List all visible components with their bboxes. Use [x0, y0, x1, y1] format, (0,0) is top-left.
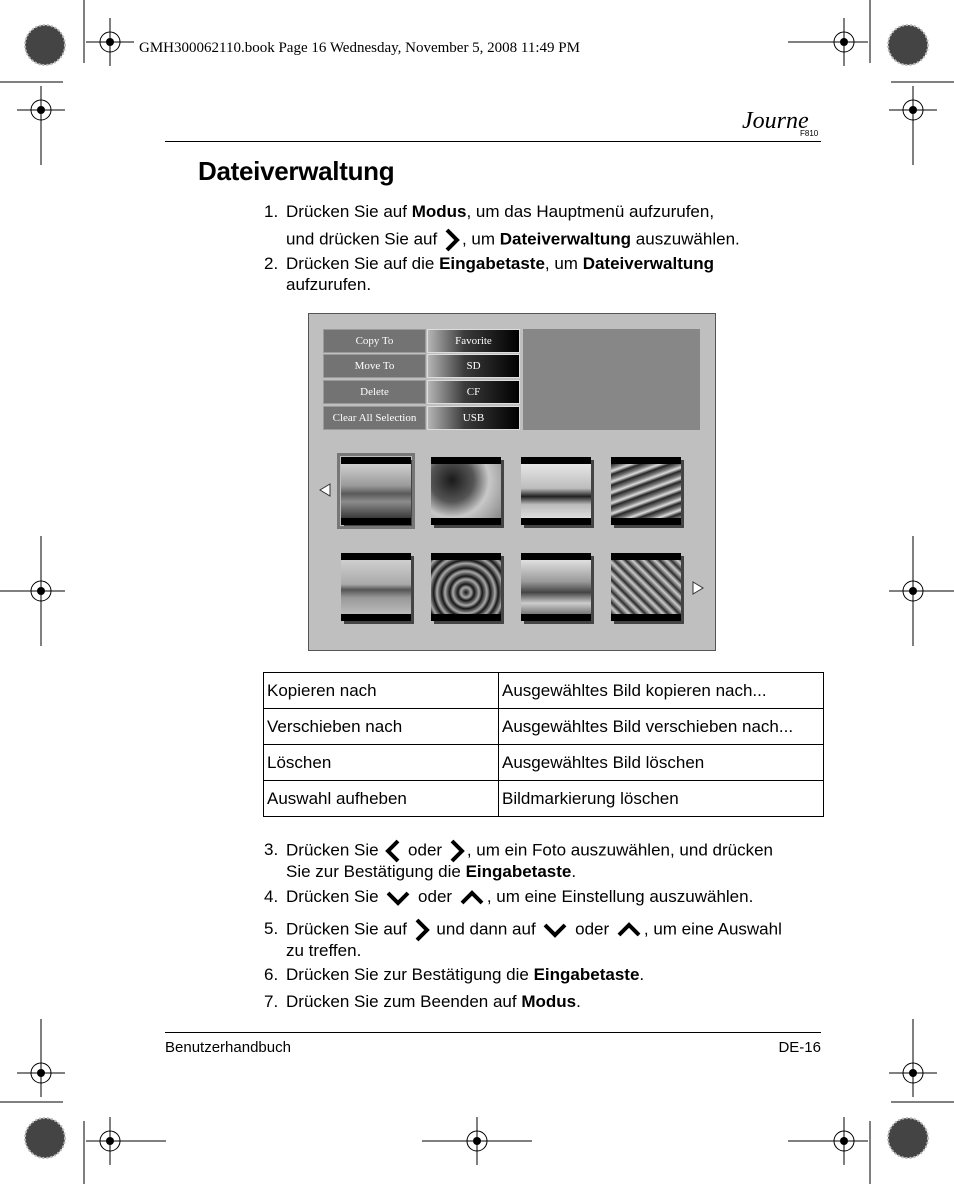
- table-cell: Auswahl aufheben: [264, 781, 499, 817]
- step-text: Drücken Sie zur Bestätigung die Eingabetaste.: [286, 965, 645, 984]
- step-text: aufzurufen.: [286, 275, 372, 294]
- table-cell: Kopieren nach: [264, 673, 499, 709]
- print-slug: GMH300062110.book Page 16 Wednesday, November 5, 2008 11:49 PM: [139, 40, 580, 56]
- chevron-up-icon: [614, 920, 644, 940]
- footer-rule: [165, 1032, 821, 1033]
- table-cell: Ausgewähltes Bild löschen: [499, 745, 824, 781]
- menu-delete[interactable]: Delete: [323, 380, 426, 404]
- table-cell: Bildmarkierung löschen: [499, 781, 824, 817]
- step-text: Drücken Sie zum Beenden auf Modus.: [286, 992, 581, 1011]
- step-text: Drücken Sie auf die Eingabetaste, um Dateiverwaltung: [286, 254, 715, 273]
- file-manager-screen: [308, 313, 716, 651]
- table-row: [264, 781, 824, 817]
- step-text: Drücken Sie auf Modus, um das Hauptmenü aufzurufen,: [286, 202, 715, 221]
- photo-thumbnail[interactable]: [521, 553, 591, 621]
- table-row: [264, 745, 824, 781]
- table-cell: Ausgewähltes Bild verschieben nach...: [499, 709, 824, 745]
- photo-thumbnail[interactable]: [341, 553, 411, 621]
- table-cell: Ausgewähltes Bild kopieren nach...: [499, 673, 824, 709]
- step-number: 6.: [264, 965, 279, 984]
- step-text: zu treffen.: [286, 941, 362, 960]
- triangle-left-icon[interactable]: [317, 482, 333, 498]
- step-number: 5.: [264, 919, 279, 938]
- step-text: Drücken Sie oder , um eine Einstellung auszuwählen.: [286, 887, 754, 906]
- page-number: DE-16: [778, 1039, 821, 1056]
- function-table: [263, 672, 824, 817]
- brand-logo: Journe: [742, 108, 809, 134]
- step-number: 4.: [264, 887, 279, 906]
- photo-thumbnail[interactable]: [341, 457, 411, 525]
- chevron-down-icon: [383, 888, 413, 908]
- table-row: [264, 709, 824, 745]
- photo-thumbnail[interactable]: [431, 553, 501, 621]
- model-number: F810: [800, 129, 819, 138]
- chevron-down-icon: [540, 920, 570, 940]
- triangle-right-icon[interactable]: [690, 580, 706, 596]
- step-text: Drücken Sie auf und dann auf oder , um eine Auswahl: [286, 918, 782, 942]
- menu-clear-all-selection[interactable]: Clear All Selection: [323, 406, 426, 430]
- submenu-usb[interactable]: USB: [427, 406, 520, 430]
- menu-move-to[interactable]: Move To: [323, 354, 426, 378]
- submenu-cf[interactable]: CF: [427, 380, 520, 404]
- photo-thumbnail[interactable]: [431, 457, 501, 525]
- chevron-right-icon: [447, 839, 467, 863]
- step-number: 7.: [264, 992, 279, 1011]
- table-row: [264, 673, 824, 709]
- footer-left: Benutzerhandbuch: [165, 1039, 291, 1056]
- header-rule: [165, 141, 821, 142]
- table-cell: Verschieben nach: [264, 709, 499, 745]
- step-text: und drücken Sie auf , um Dateiverwaltung auszuwählen.: [286, 228, 740, 252]
- step-number: 1.: [264, 202, 279, 221]
- preview-area: [523, 329, 700, 430]
- step-text: Sie zur Bestätigung die Eingabetaste.: [286, 862, 577, 881]
- submenu-favorite[interactable]: Favorite: [427, 329, 520, 353]
- chevron-left-icon: [383, 839, 403, 863]
- photo-thumbnail[interactable]: [521, 457, 591, 525]
- photo-thumbnail[interactable]: [611, 457, 681, 525]
- chevron-right-icon: [412, 918, 432, 942]
- page-title: Dateiverwaltung: [198, 156, 395, 186]
- step-number: 2.: [264, 254, 279, 273]
- table-cell: Löschen: [264, 745, 499, 781]
- photo-thumbnail[interactable]: [611, 553, 681, 621]
- menu-copy-to[interactable]: Copy To: [323, 329, 426, 353]
- chevron-right-icon: [442, 228, 462, 252]
- step-text: Drücken Sie oder , um ein Foto auszuwählen, und drücken: [286, 839, 773, 863]
- chevron-up-icon: [457, 888, 487, 908]
- step-number: 3.: [264, 840, 279, 859]
- submenu-sd[interactable]: SD: [427, 354, 520, 378]
